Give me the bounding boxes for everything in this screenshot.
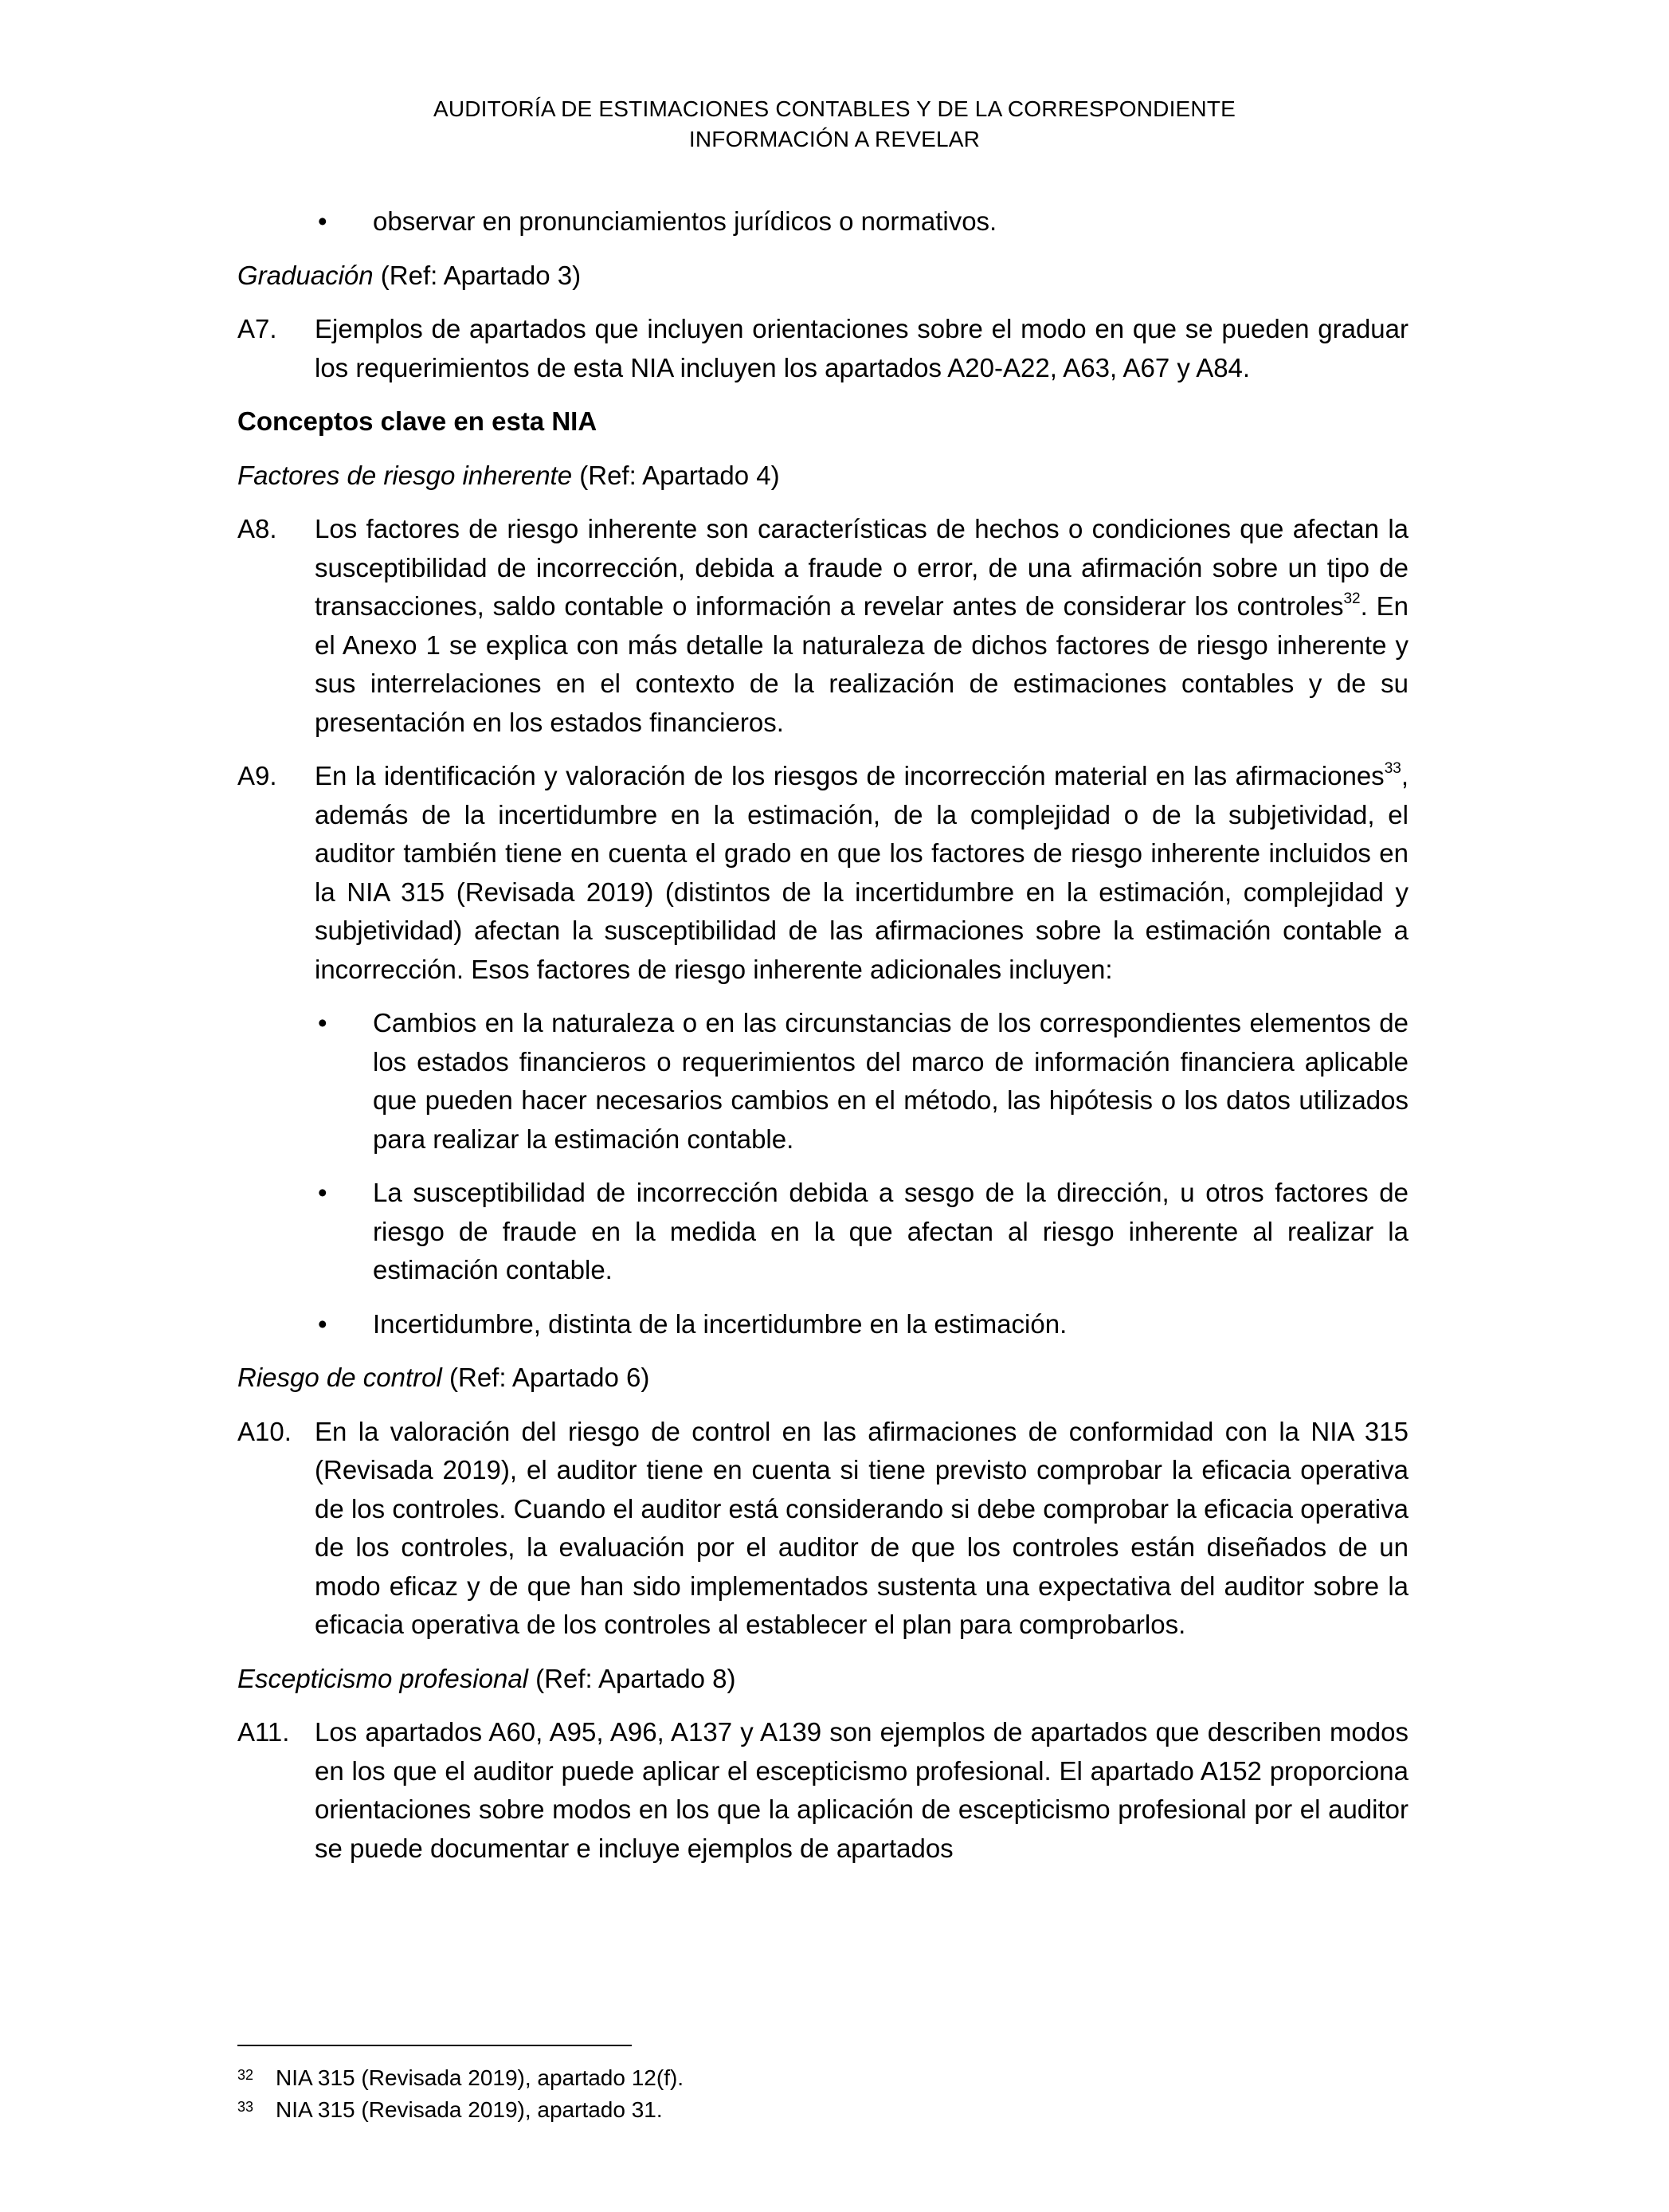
footnote-reference: 32 [1343, 590, 1361, 607]
paragraph-a9 [237, 757, 1408, 989]
paragraph-text: Los apartados A60, A95, A96, A137 y A139 son ejemplos de apartados que describen modos en los que el auditor puede aplicar el escepticismo profesional. El apartado A152 proporciona orientaciones sobre modos en los que la aplicación de escepticismo profesional por el auditor se puede documentar e incluye ejemplos de apartados [315, 1717, 1408, 1863]
bullet-text: Incertidumbre, distinta de la incertidumbre en la estimación. [373, 1308, 1068, 1339]
bullet-marker: • [318, 1308, 327, 1339]
bullet-item [237, 202, 1408, 241]
running-header [0, 94, 1669, 155]
section-heading-escepticismo [237, 1660, 1408, 1699]
footnote-number: 33 [237, 2099, 254, 2115]
paragraph-text: En la valoración del riesgo de control en las afirmaciones de conformidad con la NIA 315 (Revisada 2019), el auditor tiene en cuenta si tiene previsto comprobar la eficacia operativa de los controles. Cuando el auditor está considerando si debe comprobar la eficacia operativa de los controles, la evaluación por el auditor de que los controles están diseñados de un modo eficaz y de que han sido implementados sustenta una expectativa del auditor sobre la eficacia operativa de los controles al establecer el plan para comprobarlos. [315, 1416, 1408, 1639]
section-heading-ref: (Ref: Apartado 3) [380, 260, 582, 290]
bullet-text: La susceptibilidad de incorrección debida a sesgo de la dirección, u otros factores de riesgo de fraude en la medida en la que afectan al riesgo inherente al realizar la estimación contable. [373, 1178, 1408, 1284]
section-heading-graduacion [237, 257, 1408, 296]
bullet-item [237, 1174, 1408, 1290]
paragraph-number: A9. [237, 761, 277, 790]
paragraph-number: A10. [237, 1416, 292, 1446]
section-heading-title: Escepticismo profesional [237, 1663, 528, 1693]
footnote-item [237, 2094, 1408, 2126]
bullet-item [237, 1004, 1408, 1159]
footnote-number: 32 [237, 2067, 254, 2083]
paragraph-text: Ejemplos de apartados que incluyen orientaciones sobre el modo en que se pueden graduar los requerimientos de esta NIA incluyen los apartados A20-A22, A63, A67 y A84. [315, 314, 1408, 382]
section-heading-conceptos: Conceptos clave en esta NIA [237, 406, 597, 436]
section-heading-riesgo-control [237, 1359, 1408, 1398]
running-header-line-1: AUDITORÍA DE ESTIMACIONES CONTABLES Y DE LA CORRESPONDIENTE [433, 96, 1236, 121]
footnote-reference: 33 [1384, 760, 1401, 777]
body-text [237, 202, 1408, 1883]
paragraph-a8 [237, 510, 1408, 742]
paragraph-text: Los factores de riesgo inherente son características de hechos o condiciones que afectan la susceptibilidad de incorrección, debida a fraude o error, de una afirmación sobre un tipo de transacciones, saldo contable o información a revelar antes de considerar los controles [315, 514, 1408, 621]
section-heading-factores [237, 457, 1408, 496]
paragraph-text-continued: . En el Anexo 1 se explica con más detalle la naturaleza de dichos factores de riesgo inherente y sus interrelaciones en el contexto de la realización de estimaciones contables y de su presentación en los estados financieros. [315, 591, 1409, 737]
footnotes [237, 2062, 1408, 2126]
footnote-text: NIA 315 (Revisada 2019), apartado 12(f). [276, 2065, 684, 2090]
section-heading-title: Factores de riesgo inherente [237, 460, 573, 490]
paragraph-number: A7. [237, 314, 277, 343]
footnote-separator [237, 2045, 632, 2046]
footnote-text: NIA 315 (Revisada 2019), apartado 31. [276, 2097, 663, 2122]
bullet-text: observar en pronunciamientos jurídicos o normativos. [373, 206, 997, 236]
section-heading-ref: (Ref: Apartado 4) [579, 460, 780, 490]
paragraph-text: En la identificación y valoración de los riesgos de incorrección material en las afirmaciones [315, 761, 1385, 790]
bullet-text: Cambios en la naturaleza o en las circunstancias de los correspondientes elementos de los estados financieros o requerimientos del marco de información financiera aplicable que pueden hacer necesarios cambios en el método, las hipótesis o los datos utilizados para realizar la estimación contable. [373, 1008, 1408, 1154]
paragraph-number: A11. [237, 1717, 290, 1747]
paragraph-text-continued: , además de la incertidumbre en la estimación, de la complejidad o de la subjetividad, el auditor también tiene en cuenta el grado en que los factores de riesgo inherente incluidos en la NIA 315 (Revisada 2019) (distintos de la incertidumbre en la estimación, complejidad y subjetividad) afectan la susceptibilidad de las afirmaciones sobre la estimación contable a incorrección. Esos factores de riesgo inherente adicionales incluyen: [315, 761, 1408, 984]
section-heading-ref: (Ref: Apartado 6) [449, 1363, 650, 1392]
running-header-line-2: INFORMACIÓN A REVELAR [688, 127, 981, 151]
paragraph-a7 [237, 310, 1408, 387]
bullet-marker: • [318, 206, 327, 236]
section-heading-ref: (Ref: Apartado 8) [535, 1663, 736, 1693]
bullet-marker: • [318, 1178, 327, 1207]
bullet-item [237, 1305, 1408, 1344]
paragraph-a11 [237, 1713, 1408, 1868]
section-heading-title: Graduación [237, 260, 374, 290]
paragraph-a10 [237, 1413, 1408, 1645]
bullet-marker: • [318, 1008, 327, 1037]
section-heading-title: Riesgo de control [237, 1363, 442, 1392]
footnote-item [237, 2062, 1408, 2094]
paragraph-number: A8. [237, 514, 277, 543]
